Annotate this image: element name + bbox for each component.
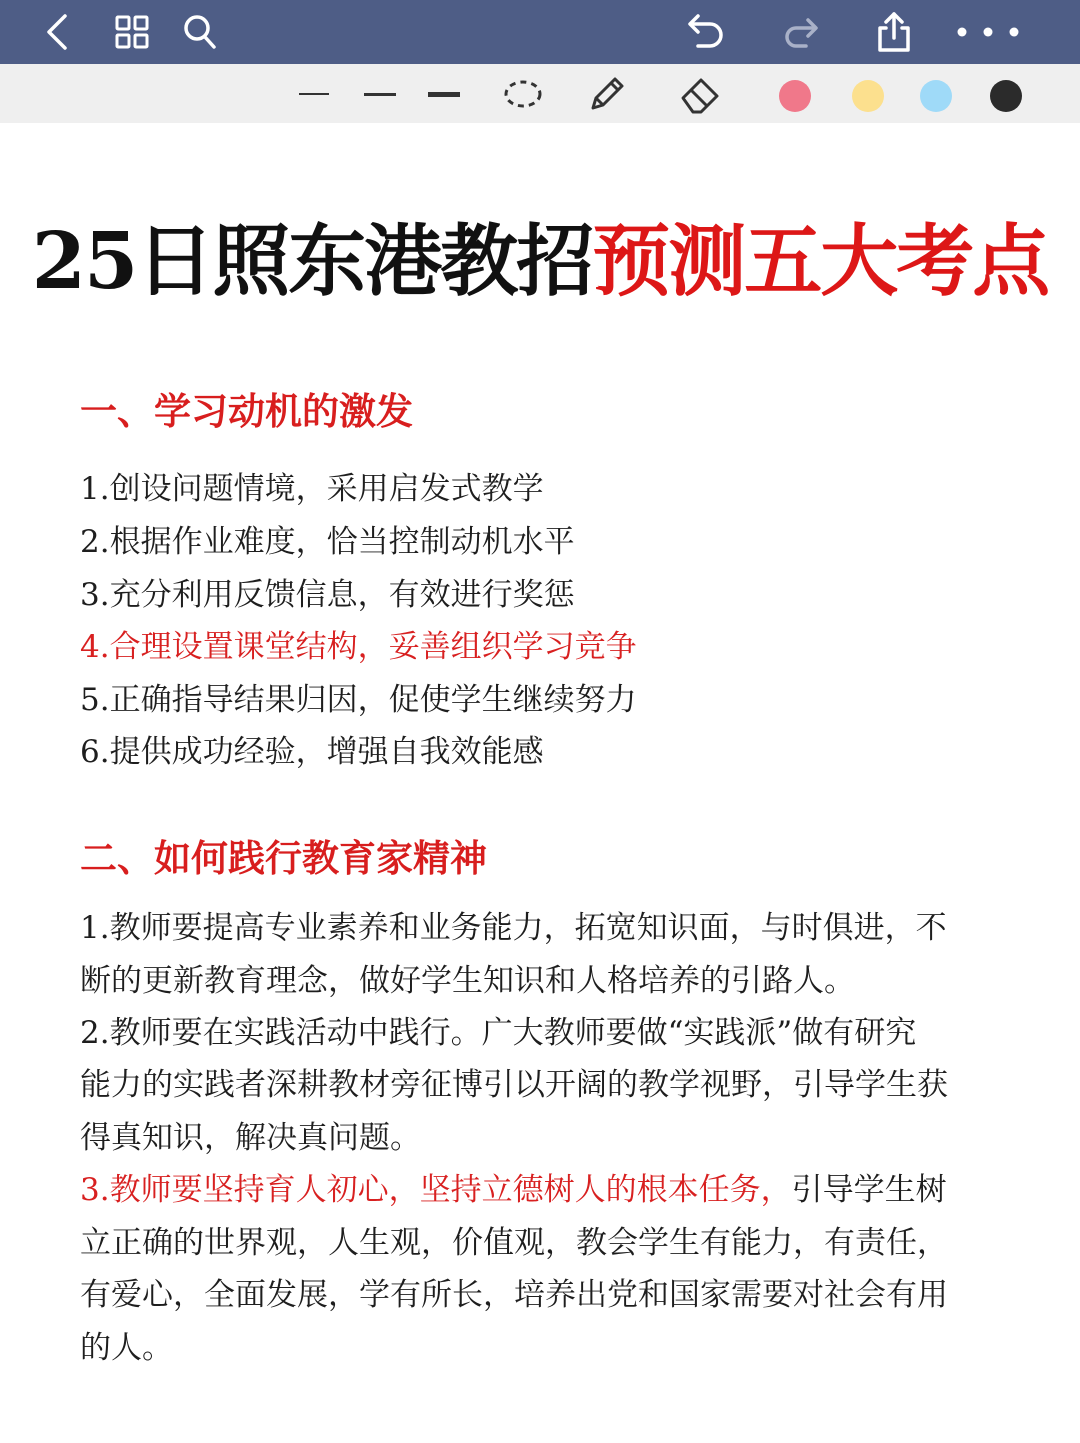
top-nav-bar xyxy=(0,0,1080,64)
redo-icon[interactable] xyxy=(776,8,824,56)
color-swatch-yellow[interactable] xyxy=(852,80,884,112)
list-item: 5.正确指导结果归因，促使学生继续努力 xyxy=(80,682,637,718)
section-2-heading: 二、如何践行教育家精神 xyxy=(80,836,487,880)
paragraph-line xyxy=(80,1168,947,1212)
list-item: 6.提供成功经验，增强自我效能感 xyxy=(80,734,544,770)
more-icon[interactable] xyxy=(950,8,1026,56)
pen-width-thick[interactable] xyxy=(424,70,464,118)
paragraph-line: 1.教师要提高专业素养和业务能力，拓宽知识面，与时俱进，不 xyxy=(80,910,947,946)
search-icon[interactable] xyxy=(176,8,224,56)
pen-width-medium[interactable] xyxy=(360,70,400,118)
list-item: 3.充分利用反馈信息，有效进行奖惩 xyxy=(80,577,575,613)
back-icon[interactable] xyxy=(34,8,82,56)
lasso-icon[interactable] xyxy=(498,70,548,118)
title-black-part: 25日照东港教招 xyxy=(31,216,593,307)
list-item-highlighted: 4.合理设置课堂结构，妥善组织学习竞争 xyxy=(80,629,637,665)
paragraph-line: 能力的实践者深耕教材旁征博引以开阔的教学视野，引导学生获 xyxy=(80,1067,948,1103)
color-swatch-black[interactable] xyxy=(990,80,1022,112)
list-item: 2.根据作业难度，恰当控制动机水平 xyxy=(80,524,575,560)
color-swatch-blue[interactable] xyxy=(920,80,952,112)
share-icon[interactable] xyxy=(870,8,918,56)
highlighted-text: 3.教师要坚持育人初心，坚持立德树人的根本任务， xyxy=(80,1172,792,1208)
eraser-icon[interactable] xyxy=(674,70,728,118)
drawing-toolbar xyxy=(0,64,1080,123)
page-title xyxy=(0,217,1080,307)
pen-width-thin[interactable] xyxy=(296,70,332,118)
section-1-heading: 一、学习动机的激发 xyxy=(80,389,413,433)
grid-icon[interactable] xyxy=(108,8,156,56)
undo-icon[interactable] xyxy=(682,8,730,56)
paragraph-line: 断的更新教育理念，做好学生知识和人格培养的引路人。 xyxy=(80,963,855,999)
paragraph-line: 的人。 xyxy=(80,1330,173,1366)
document-page xyxy=(0,123,1080,1443)
paragraph-line: 2.教师要在实践活动中践行。广大教师要做“实践派”做有研究 xyxy=(80,1015,917,1051)
list-item: 1.创设问题情境，采用启发式教学 xyxy=(80,471,544,507)
paragraph-line: 有爱心，全面发展，学有所长，培养出党和国家需要对社会有用 xyxy=(80,1277,948,1313)
paragraph-line: 得真知识，解决真问题。 xyxy=(80,1120,421,1156)
color-swatch-pink[interactable] xyxy=(779,80,811,112)
paragraph-line: 立正确的世界观，人生观，价值观，教会学生有能力，有责任， xyxy=(80,1225,948,1261)
title-red-part: 预测五大考点 xyxy=(592,216,1049,307)
pencil-icon[interactable] xyxy=(582,70,632,118)
normal-text: 引导学生树 xyxy=(791,1172,947,1208)
